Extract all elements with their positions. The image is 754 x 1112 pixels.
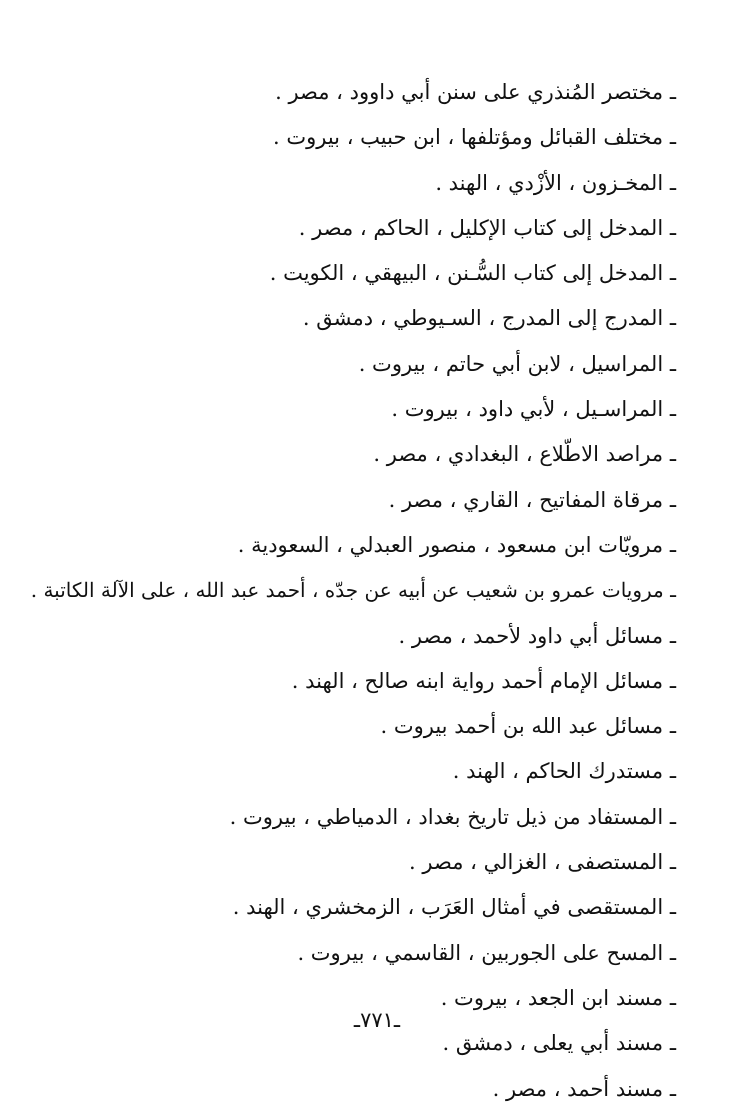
bibliography-entry: ـ المدرج إلى المدرج ، السـيوطي ، دمشق .	[302, 306, 676, 331]
bibliography-entry: ـ المستقصى في أمثال العَرَب ، الزمخشري ، الهند .	[232, 895, 676, 920]
bibliography-entry: ـ مسند ابن الجعد ، بيروت .	[440, 985, 676, 1010]
bibliography-entry: ـ المدخل إلى كتاب السُّـنن ، البيهقي ، الكويت .	[269, 261, 676, 286]
bibliography-entry: ـ مرويّات ابن مسعود ، منصور العبدلي ، السعودية .	[237, 532, 676, 557]
bibliography-entry: ـ مسائل أبي داود لأحمد ، مصر .	[398, 623, 676, 648]
bibliography-entry: ـ المستفاد من ذيل تاريخ بغداد ، الدمياطي ، بيروت .	[229, 804, 676, 829]
bibliography-entry: ـ مختلف القبائل ومؤتلفها ، ابن حبيب ، بيروت .	[273, 125, 676, 150]
bibliography-entry: ـ مسائل الإمام أحمد رواية ابنه صالح ، الهند .	[291, 668, 676, 693]
bibliography-entry: ـ مسائل عبد الله بن أحمد بيروت .	[380, 714, 676, 739]
bibliography-entry: ـ المدخل إلى كتاب الإكليل ، الحاكم ، مصر .	[298, 215, 676, 240]
bibliography-entry: ـ مرقاة المفاتيح ، القاري ، مصر .	[388, 487, 676, 512]
bibliography-entry: ـ مختصر المُنذري على سنن أبي داوود ، مصر .	[275, 80, 676, 104]
bibliography-entry: ـ المراسيل ، لابن أبي حاتم ، بيروت .	[358, 351, 676, 376]
bibliography-entry: ـ مرويات عمرو بن شعيب عن أبيه عن جدّه ، أحمد عبد الله ، على الآلة الكاتبة .	[30, 578, 676, 603]
bibliography-list	[30, 70, 676, 1112]
bibliography-entry: ـ المراسـيل ، لأبي داود ، بيروت .	[391, 397, 676, 422]
bibliography-entry: ـ مراصد الاطّلاع ، البغدادي ، مصر .	[373, 442, 676, 467]
bibliography-entry: ـ مستدرك الحاكم ، الهند .	[452, 759, 676, 784]
bibliography-entry: ـ المسح على الجوربين ، القاسمي ، بيروت .	[297, 940, 676, 965]
page-number: ـ٧٧١ـ	[353, 1008, 401, 1032]
bibliography-entry: ـ المخـزون ، الأزْدي ، الهند .	[435, 170, 676, 195]
bibliography-entry: ـ مسند أحمد ، مصر .	[492, 1076, 676, 1101]
bibliography-entry: ـ مسند أبي يعلى ، دمشق .	[442, 1031, 676, 1056]
bibliography-entry: ـ المستصفى ، الغزالي ، مصر .	[409, 850, 676, 875]
